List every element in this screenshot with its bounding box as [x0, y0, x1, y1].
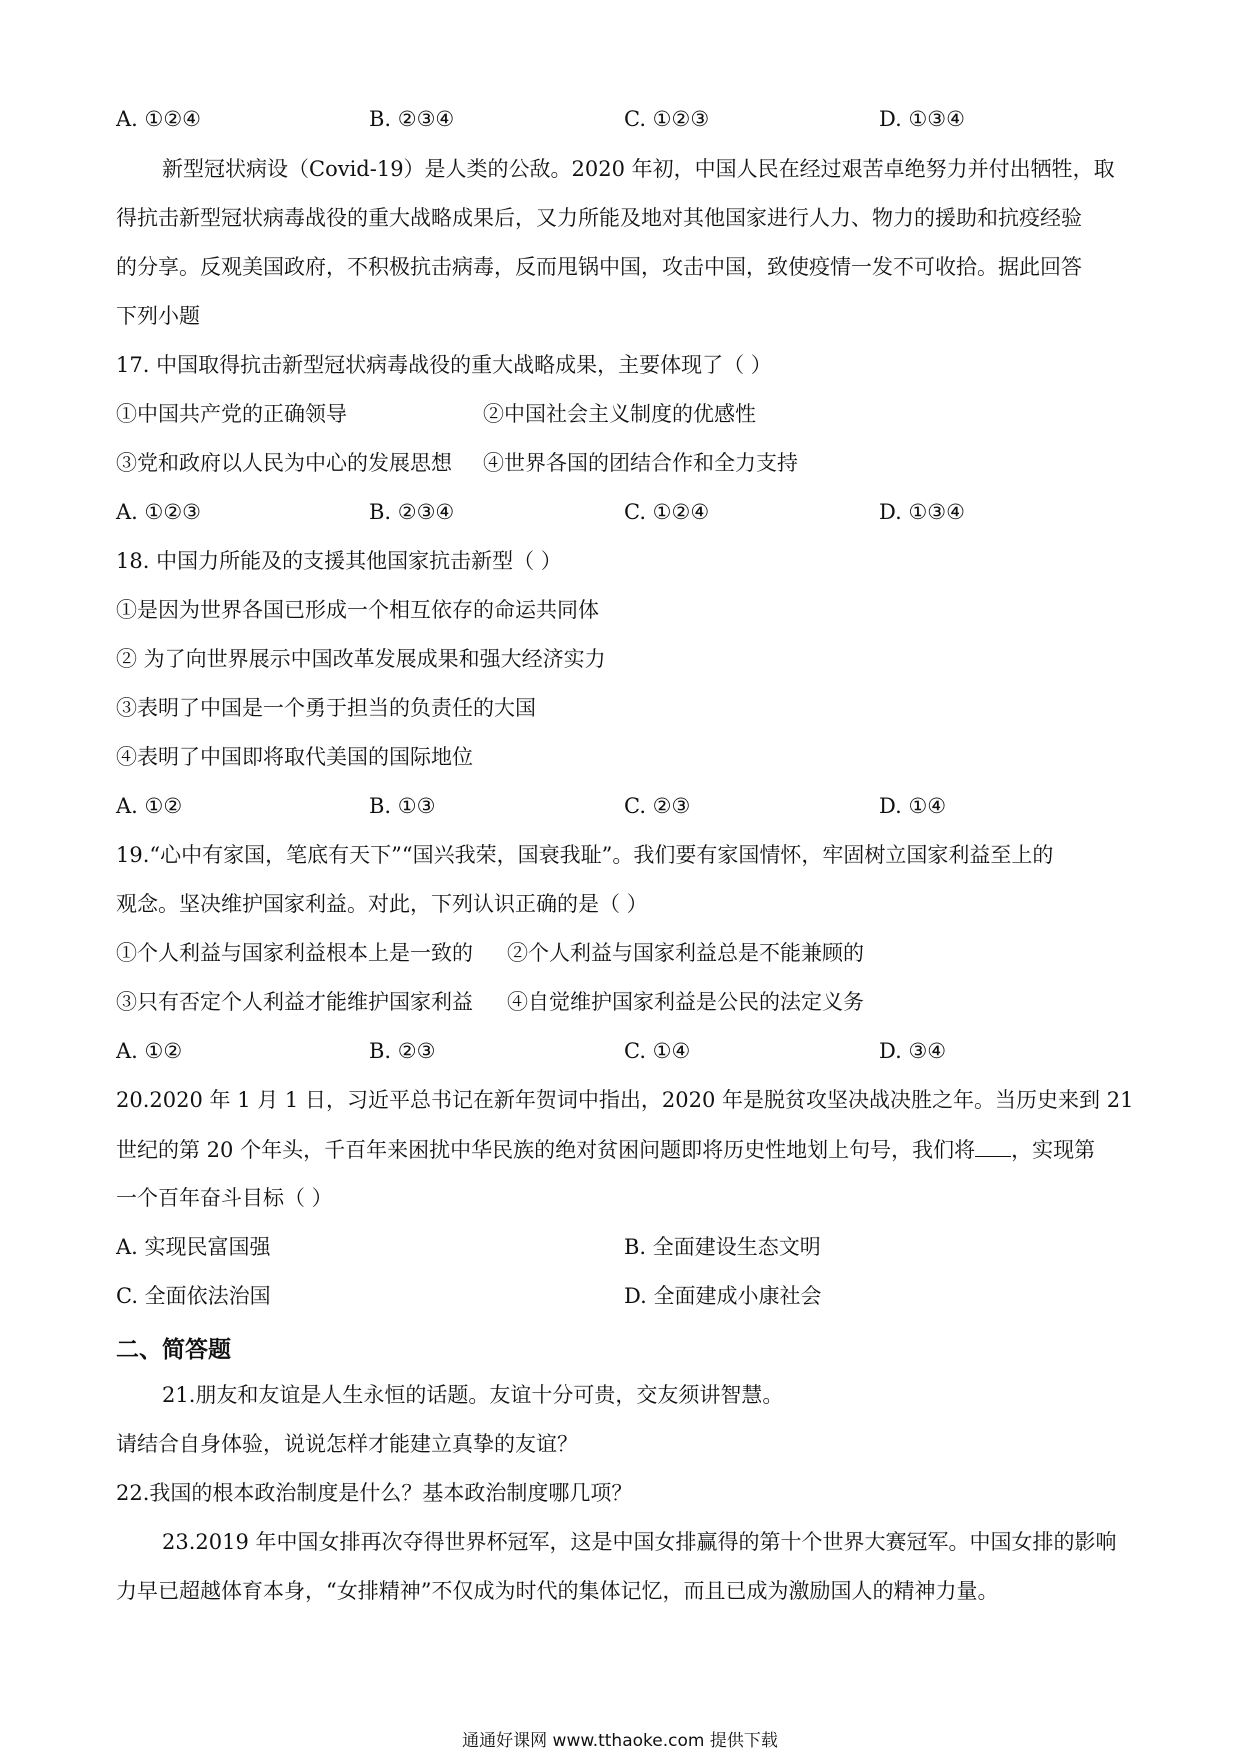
q19-item-2: ②个人利益与国家利益总是不能兼顾的	[507, 941, 864, 965]
q19-item-4: ④自觉维护国家利益是公民的法定义务	[507, 990, 864, 1014]
q17-item-2: ②中国社会主义制度的优感性	[483, 402, 756, 426]
q17-option-b: B. ②③④	[369, 500, 455, 524]
passage-line: 得抗击新型冠状病毒战役的重大战略成果后，又力所能及地对其他国家进行人力、物力的援助和抗疫经验	[116, 206, 1082, 230]
q17-option-d: D. ①③④	[879, 500, 965, 524]
q18-item-1: ①是因为世界各国已形成一个相互依存的命运共同体	[116, 598, 599, 622]
q19-item-1: ①个人利益与国家利益根本上是一致的	[116, 941, 473, 965]
q20-stem-line: 20.2020 年 1 月 1 日，习近平总书记在新年贺词中指出，2020 年是脱贫攻坚决战决胜之年。当历史来到 21	[116, 1088, 1134, 1112]
q16-option-d: D. ①③④	[879, 107, 965, 131]
q20-option-b: B. 全面建设生态文明	[624, 1235, 821, 1259]
q16-option-b: B. ②③④	[369, 107, 455, 131]
q17-stem: 17. 中国取得抗击新型冠状病毒战役的重大战略成果，主要体现了（ ）	[116, 353, 772, 377]
q20-option-c: C. 全面依法治国	[116, 1284, 271, 1308]
q20-fill-blank	[975, 1134, 1011, 1157]
q20-option-d: D. 全面建成小康社会	[624, 1284, 822, 1308]
q23-stem-line: 力早已超越体育本身，“女排精神”不仅成为时代的集体记忆，而且已成为激励国人的精神力量。	[116, 1579, 999, 1603]
q19-option-a: A. ①②	[116, 1039, 183, 1063]
q21-prompt: 请结合自身体验，说说怎样才能建立真挚的友谊？	[116, 1432, 578, 1456]
passage-line: 下列小题	[116, 304, 200, 328]
section-title: 二、简答题	[116, 1337, 231, 1363]
q23-stem-line: 23.2019 年中国女排再次夺得世界杯冠军，这是中国女排赢得的第十个世界大赛冠军。中国女排的影响	[162, 1530, 1117, 1554]
q17-option-a: A. ①②③	[116, 500, 201, 524]
q20-stem-line: 一个百年奋斗目标（ ）	[116, 1186, 333, 1210]
q16-option-c: C. ①②③	[624, 107, 710, 131]
q17-item-3: ③党和政府以人民为中心的发展思想	[116, 451, 452, 475]
q19-option-c: C. ①④	[624, 1039, 691, 1063]
q18-option-a: A. ①②	[116, 794, 183, 818]
passage-line: 的分享。反观美国政府，不积极抗击病毒，反而甩锅中国，攻击中国，致使疫情一发不可收拾。据此回答	[116, 255, 1082, 279]
q18-item-2: ② 为了向世界展示中国改革发展成果和强大经济实力	[116, 647, 606, 671]
q18-item-4: ④表明了中国即将取代美国的国际地位	[116, 745, 473, 769]
q19-option-d: D. ③④	[879, 1039, 947, 1063]
q18-item-3: ③表明了中国是一个勇于担当的负责任的大国	[116, 696, 536, 720]
q18-option-d: D. ①④	[879, 794, 947, 818]
passage-line: 新型冠状病设（Covid-19）是人类的公敌。2020 年初，中国人民在经过艰苦卓绝努力并付出牺牲，取	[162, 157, 1115, 181]
q18-option-b: B. ①③	[369, 794, 436, 818]
q16-option-a: A. ①②④	[116, 107, 201, 131]
q20-stem-text: 世纪的第 20 个年头，千百年来困扰中华民族的绝对贫困问题即将历史性地划上句号，我们将	[116, 1138, 976, 1162]
q20-option-a: A. 实现民富国强	[116, 1235, 271, 1259]
q20-stem-line	[116, 1134, 1095, 1165]
q20-stem-text-end: ，实现第	[1011, 1138, 1096, 1162]
q17-item-1: ①中国共产党的正确领导	[116, 402, 347, 426]
q18-stem: 18. 中国力所能及的支援其他国家抗击新型（ ）	[116, 549, 562, 573]
q19-stem-line: 19.“心中有家国，笔底有天下”“国兴我荣，国衰我耻”。我们要有家国情怀，牢固树立国家利益至上的	[116, 843, 1054, 867]
page-footer: 通通好课网 www.tthaoke.com 提供下载	[462, 1731, 778, 1751]
q17-item-4: ④世界各国的团结合作和全力支持	[483, 451, 798, 475]
q18-option-c: C. ②③	[624, 794, 691, 818]
q22-stem: 22.我国的根本政治制度是什么？基本政治制度哪几项？	[116, 1481, 633, 1505]
q21-stem: 21.朋友和友谊是人生永恒的话题。友谊十分可贵，交友须讲智慧。	[162, 1383, 784, 1407]
q19-option-b: B. ②③	[369, 1039, 436, 1063]
q17-option-c: C. ①②④	[624, 500, 710, 524]
q19-stem-line: 观念。坚决维护国家利益。对此，下列认识正确的是（ ）	[116, 892, 648, 916]
q19-item-3: ③只有否定个人利益才能维护国家利益	[116, 990, 473, 1014]
